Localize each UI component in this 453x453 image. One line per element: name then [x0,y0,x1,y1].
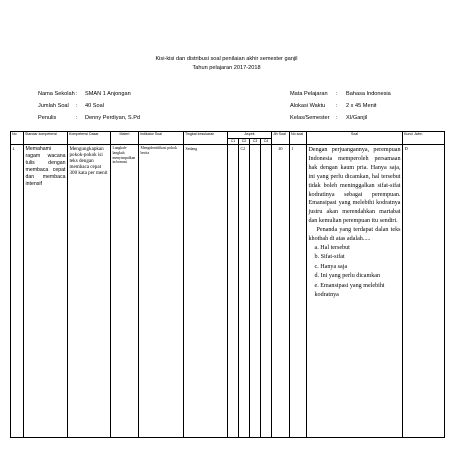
table-header-row [11,132,445,139]
cell-question-number: 1 [290,145,307,438]
answer-option-d: d. Ini yang perlu dicamkan [314,273,380,280]
answer-option-a: a. Hal tersebut [314,244,350,251]
header-aspect-c1: C1 [228,139,239,145]
meta-separator: : [336,115,338,121]
cell-no: 1 [11,145,24,438]
header-question-count: Jlh Soal [272,132,290,145]
cell-material: Langkah-langkah menyimpulkan informasi [111,145,139,438]
cell-aspect-c2: C2 [239,145,250,438]
meta-label: Penulis [38,115,57,121]
cell-standard-competence [24,145,68,438]
header-indicator: Indikator Soal [139,132,184,145]
meta-value: Denny Perdiyan, S.Pd [85,115,141,121]
answer-options-list [309,244,401,300]
header-question-number: No soal [290,132,307,145]
answer-option-b: b. Sifat-sifat [314,254,345,261]
meta-value: 2 x 45 Menit [346,103,377,109]
answer-option-e: e. Emansipasi yang melebihi kodratnya [314,282,385,298]
table-row [11,145,445,438]
header-basic-competence: Kompetensi Dasar [68,132,111,145]
header-aspect-c2: C2 [239,139,250,145]
header-aspect-c3: C3 [250,139,261,145]
header-material: Materi [111,132,139,145]
question-grid-table [10,131,445,438]
header-standard-competence: Standar kompetensi [24,132,68,145]
cell-indicator: Mengidentifikasi pokok berita [139,145,184,438]
meta-label: Mata Pelajaran [290,91,328,97]
standard-competence-text: Memahami ragam wacana tulis dengan membaca cepat dan membaca intensif [25,146,66,187]
meta-value: SMAN 1 Anjongan [85,91,131,97]
question-passage: Dengan perjuangannya, perempuan Indonesia memperoleh persamaan hak dengan kaum pria. Hanya saja, ini yang perlu dicamkan, hal tersebut tidak boleh meninggalkan sifat-sifat kodratinya sebagai perempuan. Emansipasi yang melebihi kodratnya justru akan merendahkan martabat dan kemulian perempuan itu sendiri. [308,147,401,225]
meta-separator: : [336,103,338,109]
cell-question-count: 40 [272,145,290,438]
question-prompt: Penanda yang terdapat dalan teks khotbah di atas adalah..... [308,227,401,243]
document-year: Tahun pelajaran 2017-2018 [192,65,261,71]
header-answer-key: Kunci Jwbn [403,132,445,145]
meta-separator: : [76,103,78,109]
cell-aspect-c1 [228,145,239,438]
meta-value: 40 Soal [85,103,104,109]
meta-label: Kelas/Semester [290,115,330,121]
header-no: No [11,132,24,145]
meta-label: Alokasi Waktu [290,103,326,109]
meta-separator: : [76,91,78,97]
cell-difficulty: Sedang [184,145,228,438]
meta-label: Nama Sekolah [38,91,75,97]
header-aspect: Aspek [228,132,272,139]
meta-label: Jumlah Soal [38,103,69,109]
cell-answer-key: D [403,145,445,438]
answer-option-c: c. Hanya saja [314,263,348,270]
meta-separator: : [76,115,78,121]
header-aspect-c4: C4 [261,139,272,145]
cell-aspect-c4 [261,145,272,438]
meta-separator: : [336,91,338,97]
header-difficulty: Tingkat kesukaran [184,132,228,145]
header-question: Soal [307,132,403,145]
cell-question [307,145,403,438]
cell-aspect-c3 [250,145,261,438]
document-title: Kisi-kisi dan distribusi soal penilaian akhir semester ganjil [155,56,298,62]
meta-value: Bahasa Indonesia [346,91,391,97]
meta-value: XI/Ganjil [346,115,368,121]
cell-basic-competence: Mengungkapkan pokok-pokok isi teks dengan membaca cepat 300 kata per menit [68,145,111,438]
